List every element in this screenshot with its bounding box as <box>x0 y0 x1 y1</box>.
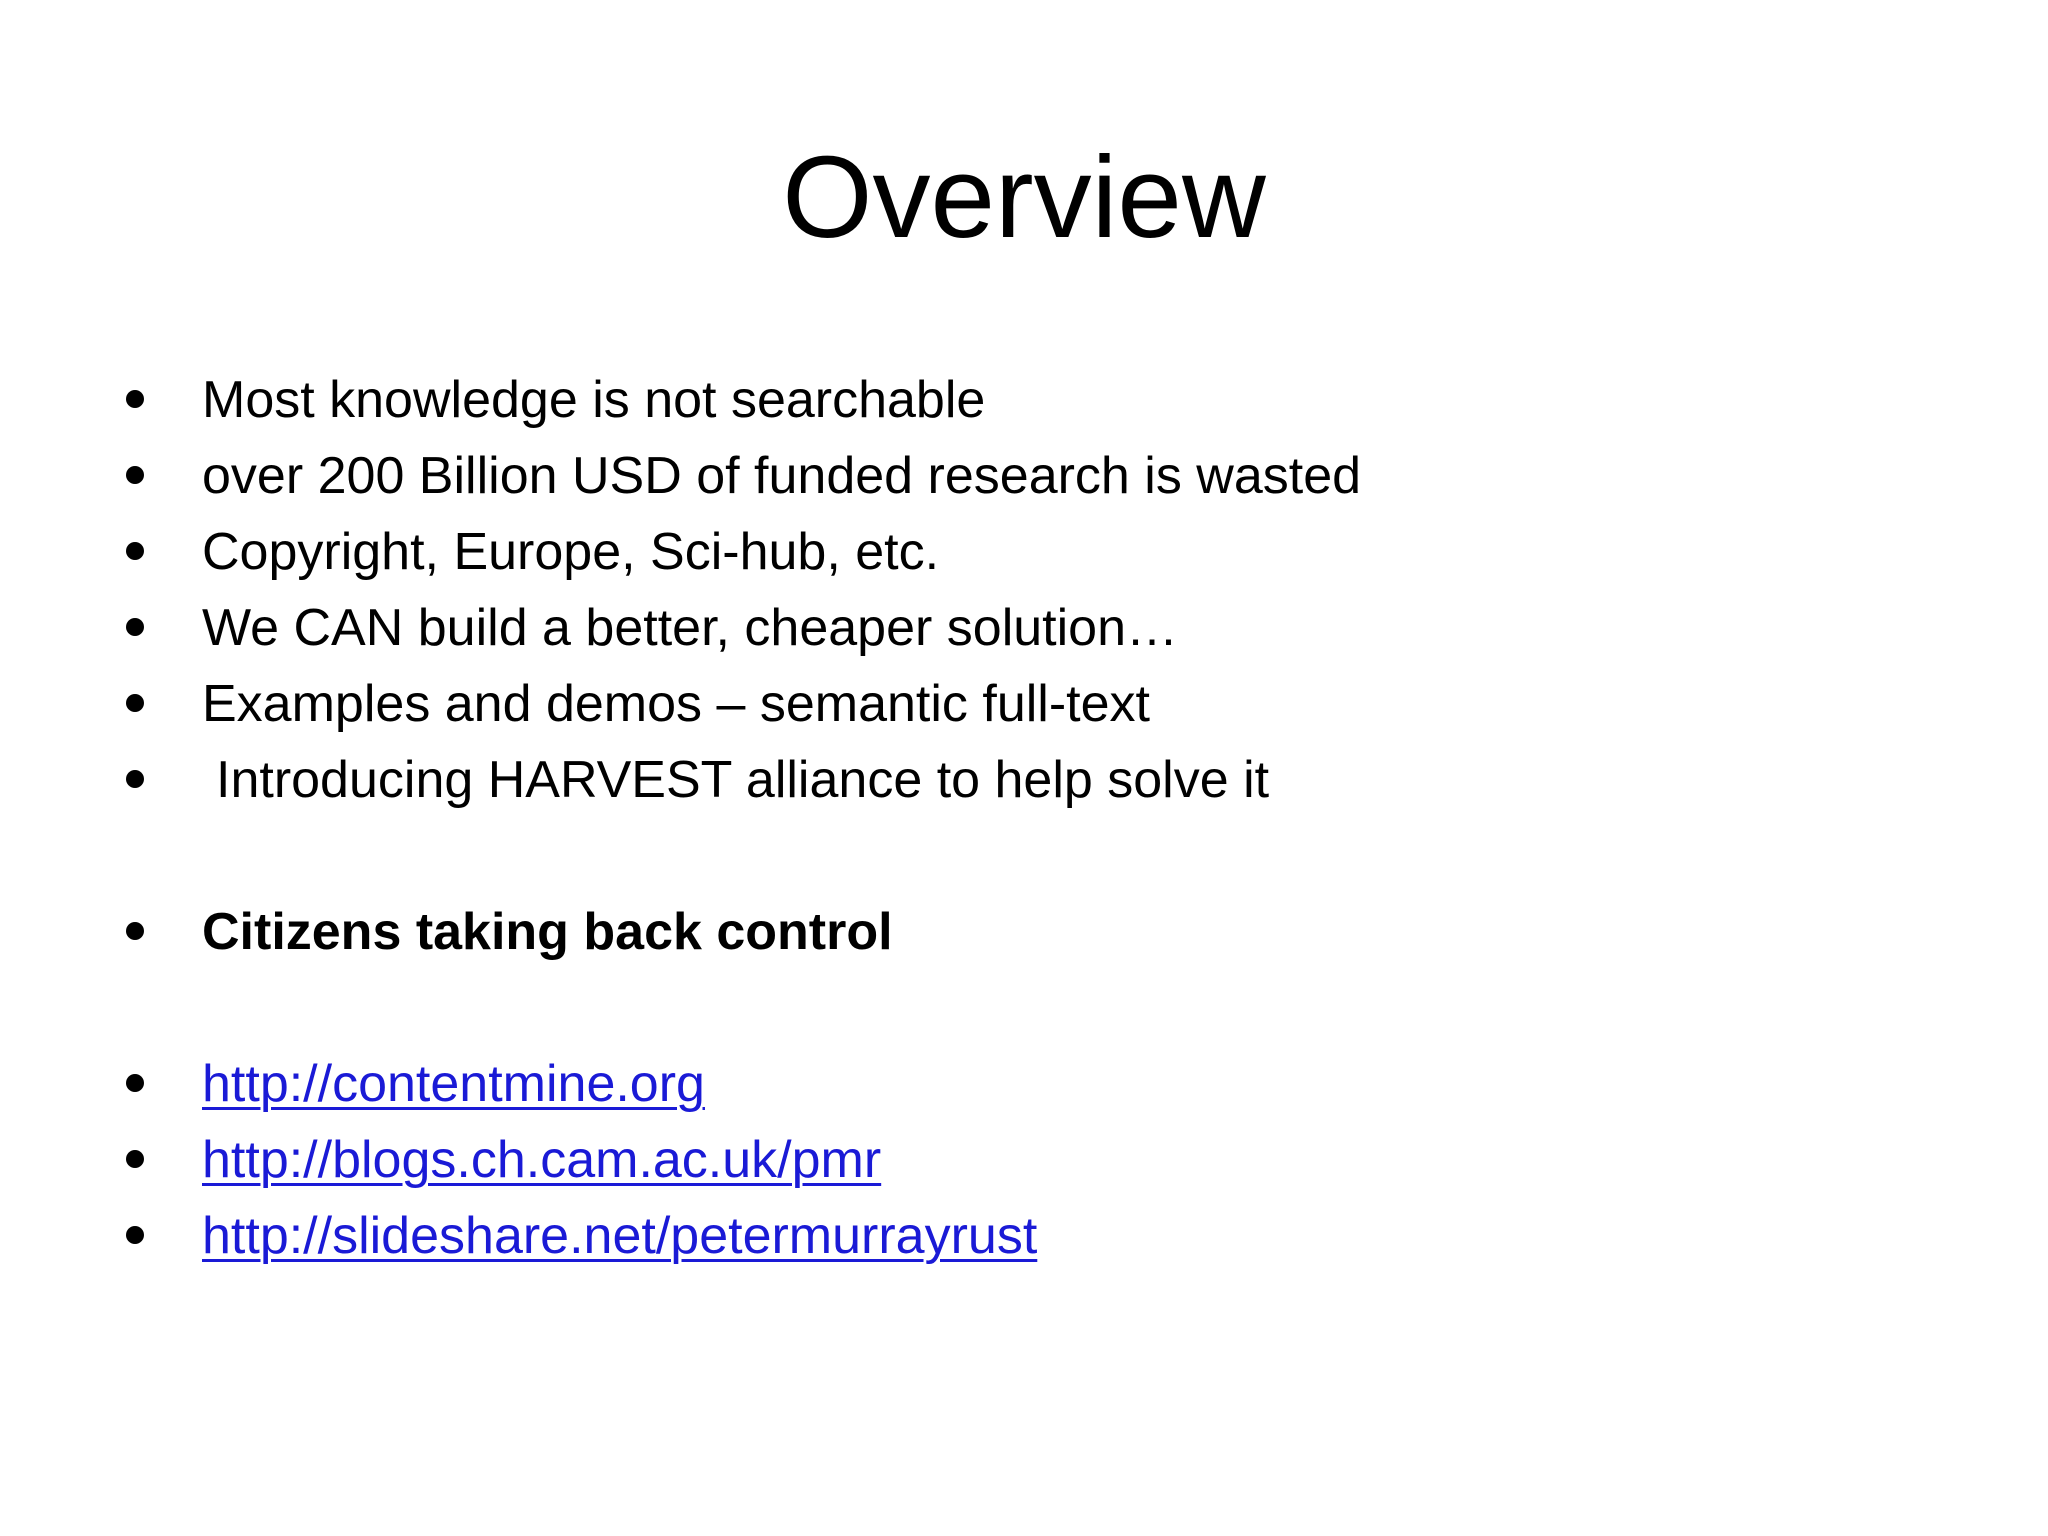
bullet-dot-icon <box>126 618 144 636</box>
bullet-text: Most knowledge is not searchable <box>202 371 986 429</box>
bullet-text-bold: Citizens taking back control <box>202 903 893 961</box>
bullet-text: Examples and demos – semantic full-text <box>202 675 1150 733</box>
bullet-dot-icon <box>126 1226 144 1244</box>
bullet-item <box>0 672 2048 746</box>
bullet-item <box>0 368 2048 442</box>
bullet-dot-icon <box>126 1074 144 1092</box>
bullet-dot-icon <box>126 1150 144 1168</box>
slideshare-link[interactable]: http://slideshare.net/petermurrayrust <box>202 1207 1038 1265</box>
slide-title: Overview <box>782 132 1266 262</box>
bullet-item <box>0 596 2048 670</box>
blogs-link[interactable]: http://blogs.ch.cam.ac.uk/pmr <box>202 1131 882 1189</box>
bullet-item-link <box>0 1052 2048 1126</box>
bullet-text: over 200 Billion USD of funded research is wasted <box>202 447 1362 505</box>
bullet-dot-icon <box>126 770 144 788</box>
bullet-dot-icon <box>126 390 144 408</box>
bullet-text: We CAN build a better, cheaper solution… <box>202 599 1179 657</box>
bullet-dot-icon <box>126 694 144 712</box>
bullet-text: Copyright, Europe, Sci-hub, etc. <box>202 523 940 581</box>
bullet-item-link <box>0 1204 2048 1278</box>
bullet-dot-icon <box>126 922 144 940</box>
bullet-item <box>0 444 2048 518</box>
bullet-item-bold <box>0 900 2048 974</box>
bullet-dot-icon <box>126 466 144 484</box>
bullet-item <box>0 520 2048 594</box>
bullet-item <box>0 748 2048 822</box>
bullet-text: Introducing HARVEST alliance to help solve it <box>216 751 1270 809</box>
bullet-item-link <box>0 1128 2048 1202</box>
contentmine-link[interactable]: http://contentmine.org <box>202 1055 705 1113</box>
bullet-dot-icon <box>126 542 144 560</box>
